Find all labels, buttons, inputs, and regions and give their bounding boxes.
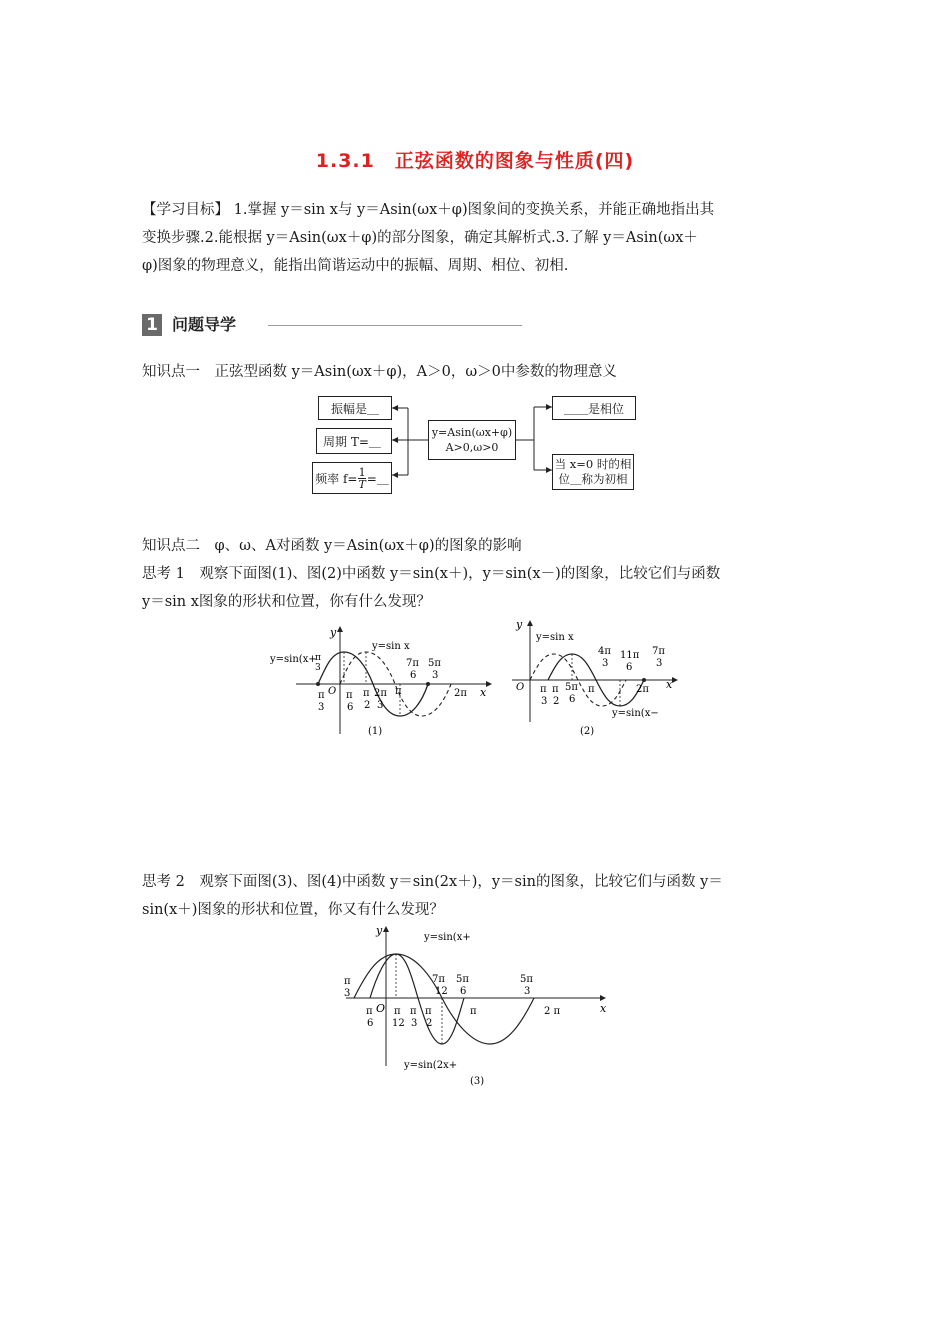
fig2-label-shifted: y=sin(x− — [612, 708, 659, 719]
frequency-prefix: 频率 f= — [315, 471, 358, 486]
fig3-tick-7pi-den: 12 — [435, 986, 448, 997]
fig1-tick-pi6-den: 6 — [347, 702, 354, 713]
figure-3 — [340, 922, 616, 1090]
fig3-tick-7pi: 7π — [432, 974, 445, 985]
frequency-denominator: T — [358, 477, 366, 491]
box-phase: ＿＿是相位 — [552, 396, 636, 420]
fig3-label-top: y=sin(x+ — [424, 932, 471, 943]
figure-1 — [262, 622, 498, 742]
fig3-label-bottom: y=sin(2x+ — [404, 1060, 458, 1071]
function-line-2: A>0,ω>0 — [445, 441, 499, 454]
box-function — [428, 420, 516, 460]
fig3-tick-negpi3: π — [344, 976, 351, 987]
fig1-caption: (1) — [368, 726, 383, 737]
fig3-tick-pi2-den: 2 — [426, 1018, 433, 1029]
parameter-diagram — [310, 392, 650, 500]
fig1-tick-7pi: 7π — [406, 658, 419, 669]
box-period: 周期 T=＿ — [316, 428, 392, 454]
fig2-tick-5pi: 5π — [565, 682, 578, 693]
initial-phase-line-1: 当 x=0 时的相 — [554, 457, 632, 471]
fig3-tick-pi3-den: 3 — [411, 1018, 418, 1029]
fig1-tick-pi: π — [395, 686, 402, 697]
objectives-line-1: 【学习目标】 1.掌握 y＝sin x与 y＝Asin(ωx＋φ)图象间的变换关系，并能正确地指出其 — [142, 202, 715, 218]
fig1-tick-2pi3-den: 3 — [377, 700, 384, 711]
fig1-x-label: x — [480, 686, 487, 699]
fig1-label-sin: y=sin x — [372, 641, 410, 652]
knowledge-point-2-heading: 知识点二 φ、ω、A对函数 y＝Asin(ωx＋φ)的图象的影响 — [142, 538, 522, 554]
fig2-tick-11pi-den: 6 — [626, 662, 633, 673]
fig1-tick-7pi-den: 6 — [410, 670, 417, 681]
fig2-tick-5pi-den: 6 — [569, 694, 576, 705]
learning-objectives — [142, 196, 812, 280]
fig3-tick-2pi: 2 π — [544, 1006, 561, 1017]
frequency-numerator: 1 — [358, 465, 366, 479]
fig1-label-pi: π — [315, 653, 321, 663]
fig2-tick-pi: π — [588, 684, 595, 695]
think-1-line-2: y＝sin x图象的形状和位置，你有什么发现？ — [142, 594, 431, 610]
fig1-tick-2pi3: 2π — [374, 688, 387, 699]
fig2-y-label: y — [516, 618, 523, 631]
fig3-tick-5pi6-den: 6 — [460, 986, 467, 997]
fig1-tick-pi6: π — [346, 690, 353, 701]
fig1-tick-2pi: 2π — [454, 688, 467, 699]
page-title: 1.3.1 正弦函数的图象与性质(四) — [315, 150, 635, 172]
think-1-line-1: 思考 1 观察下面图(1)、图(2)中函数 y＝sin(x＋)，y＝sin(x－)的图象，比较它们与函数 — [142, 566, 721, 582]
fig1-label-3: 3 — [315, 663, 321, 673]
fig2-caption: (2) — [580, 726, 595, 737]
fig3-tick-negpi3-den: 3 — [344, 988, 351, 999]
fig3-tick-negpi6-den: 6 — [367, 1018, 374, 1029]
initial-phase-line-2: 位＿称为初相 — [558, 472, 628, 486]
knowledge-point-1-heading: 知识点一 正弦型函数 y＝Asin(ωx＋φ)，A＞0，ω＞0中参数的物理意义 — [142, 364, 617, 380]
frequency-fraction — [358, 467, 365, 490]
fig1-tick-negpi-den: 3 — [318, 702, 325, 713]
fig2-x-label: x — [666, 678, 673, 691]
box-frequency — [312, 462, 392, 494]
section-number: 1 — [142, 314, 162, 336]
fig2-tick-11pi: 11π — [620, 650, 640, 661]
fig2-tick-pi3-den: 3 — [541, 696, 548, 707]
fig3-tick-5pi3-den: 3 — [524, 986, 531, 997]
fig3-y-label: y — [376, 924, 383, 937]
section-header — [142, 314, 522, 336]
fig1-origin: O — [328, 686, 337, 697]
fig1-y-label: y — [330, 626, 337, 639]
think-2-line-2: sin(x＋)图象的形状和位置，你又有什么发现？ — [142, 902, 444, 918]
fig2-tick-4pi-den: 3 — [602, 658, 609, 669]
fig3-tick-pi12-den: 12 — [392, 1018, 405, 1029]
fig2-tick-pi3: π — [540, 684, 547, 695]
fig2-tick-4pi: 4π — [598, 646, 611, 657]
fig3-tick-5pi3: 5π — [520, 974, 533, 985]
fig1-tick-pi2: π — [363, 688, 370, 699]
fig3-tick-negpi6: π — [366, 1006, 373, 1017]
fig3-wide-curve — [354, 954, 534, 1044]
fig3-tick-pi: π — [470, 1006, 477, 1017]
fig3-tick-5pi6: 5π — [456, 974, 469, 985]
fig2-origin: O — [516, 682, 525, 693]
fig3-narrow-curve — [370, 954, 467, 1044]
fig3-tick-pi12: π — [394, 1006, 401, 1017]
objectives-line-3: φ)图象的物理意义，能指出简谐运动中的振幅、周期、相位、初相. — [142, 258, 569, 274]
fig2-label-sin: y=sin x — [536, 632, 574, 643]
fig1-tick-negpi: π — [318, 690, 325, 701]
fig3-caption: (3) — [470, 1076, 485, 1087]
think-2-line-1: 思考 2 观察下面图(3)、图(4)中函数 y＝sin(2x＋)，y＝sin的图象，比较它们与函数 y＝ — [142, 874, 723, 890]
function-line-1: y=Asin(ωx+φ) — [431, 426, 513, 439]
fig3-x-label: x — [600, 1002, 607, 1015]
box-initial-phase — [552, 454, 634, 490]
fig3-tick-pi3: π — [410, 1006, 417, 1017]
fig2-tick-7pi: 7π — [652, 646, 665, 657]
fig2-tick-pi2: π — [552, 684, 559, 695]
objectives-line-2: 变换步骤.2.能根据 y＝Asin(ωx＋φ)的部分图象，确定其解析式.3.了解 y＝Asin(ωx＋ — [142, 230, 698, 246]
fig1-tick-5pi: 5π — [428, 658, 441, 669]
fig3-origin: O — [376, 1002, 386, 1015]
fig2-tick-pi2-den: 2 — [553, 696, 560, 707]
frequency-suffix: =＿ — [366, 471, 389, 486]
fig3-tick-pi2: π — [425, 1006, 432, 1017]
fig1-tick-5pi-den: 3 — [432, 670, 439, 681]
figure-2 — [506, 614, 686, 740]
fig2-tick-7pi-den: 3 — [656, 658, 663, 669]
fig2-tick-2pi: 2π — [636, 684, 649, 695]
box-amplitude: 振幅是＿ — [318, 396, 392, 420]
section-rule — [268, 325, 522, 326]
fig1-label-shifted: y=sin(x+ — [270, 654, 317, 665]
fig1-tick-pi2-den: 2 — [364, 700, 371, 711]
section-title: 问题导学 — [172, 315, 237, 334]
